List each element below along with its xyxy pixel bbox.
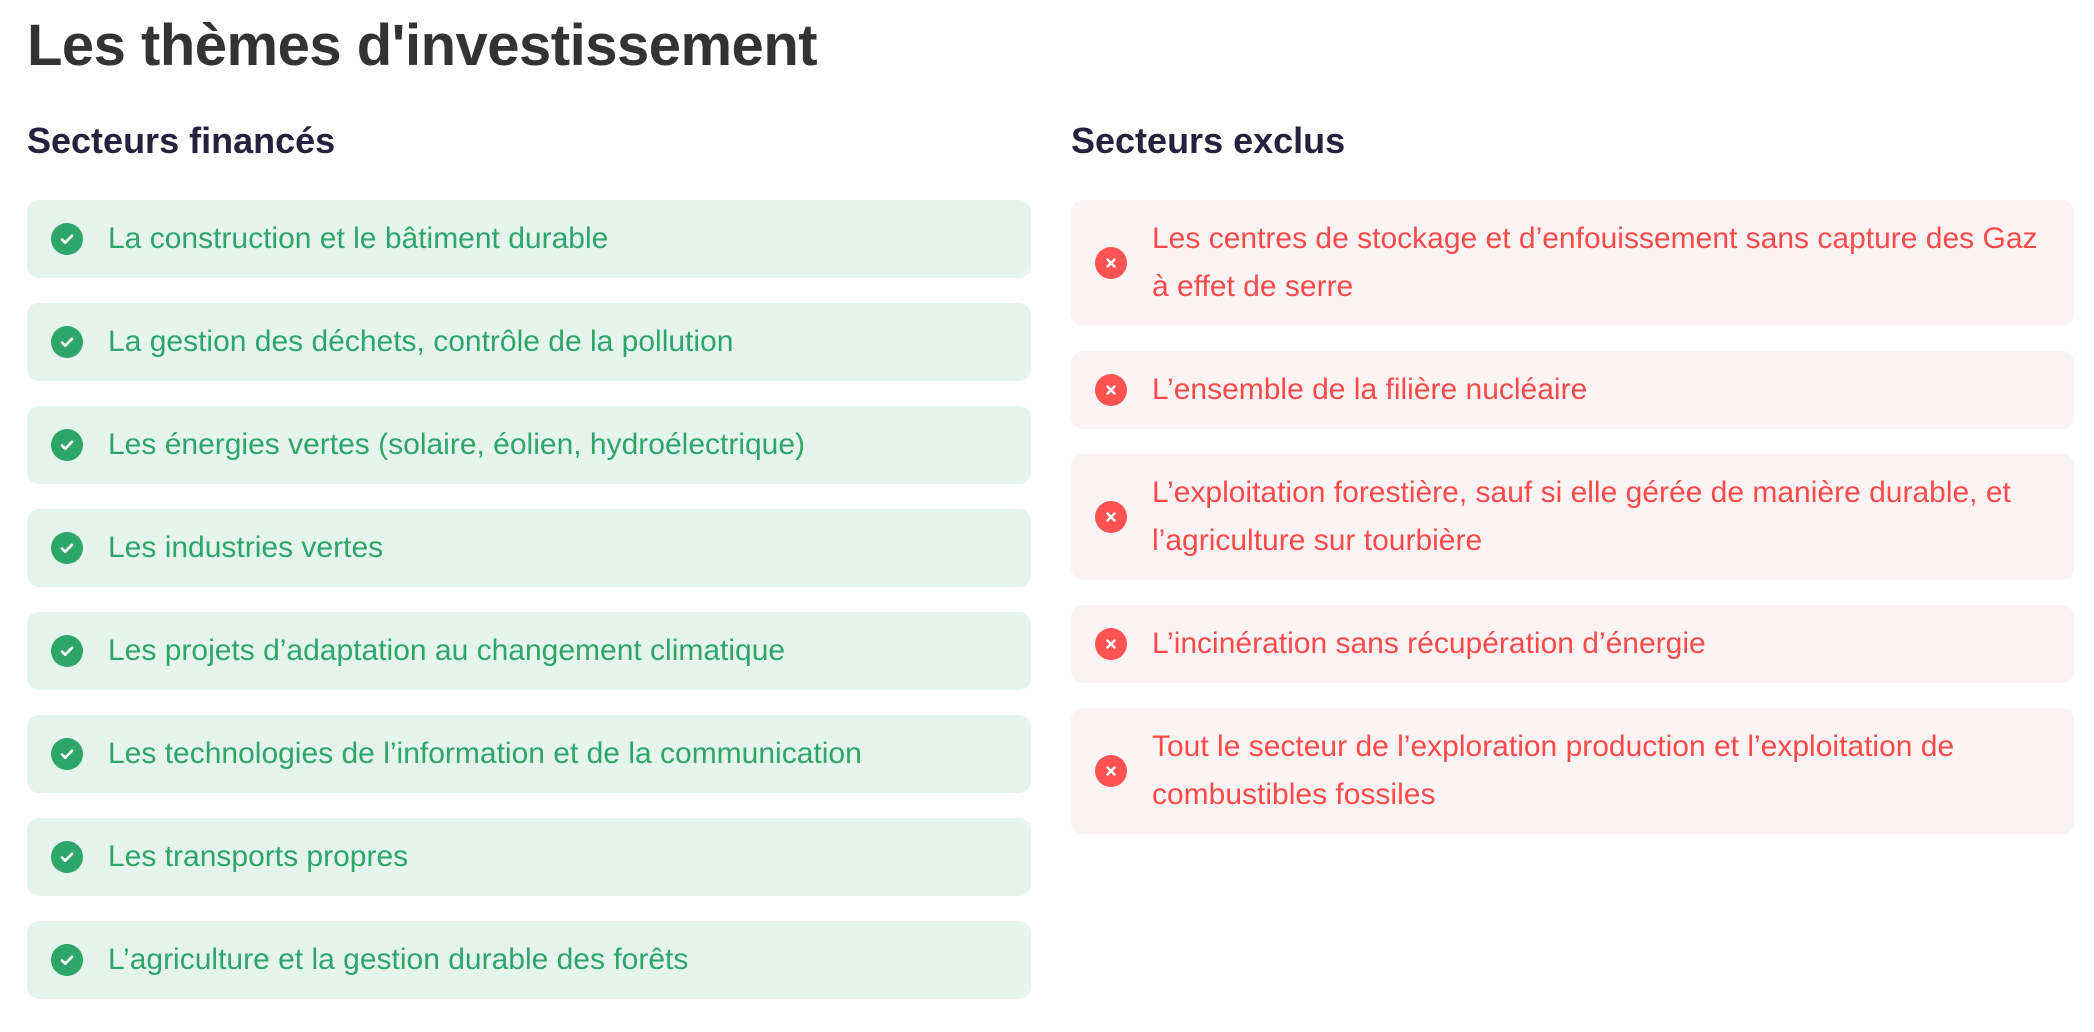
financed-sector-item <box>27 406 1031 484</box>
financed-sectors-list <box>27 200 1031 999</box>
x-circle-icon <box>1095 247 1127 279</box>
check-circle-icon <box>51 944 83 976</box>
excluded-sector-item <box>1071 605 2074 683</box>
page-title: Les thèmes d'investissement <box>27 13 818 78</box>
excluded-sector-item-label: L’ensemble de la filière nucléaire <box>1152 373 1588 406</box>
x-circle-icon <box>1095 628 1127 660</box>
financed-sector-item-label: Les transports propres <box>108 840 409 873</box>
financed-sector-item-label: La gestion des déchets, contrôle de la pollution <box>108 325 734 358</box>
excluded-sectors-column <box>1071 118 2074 859</box>
financed-sectors-column <box>27 118 1031 1024</box>
financed-sector-item <box>27 303 1031 381</box>
excluded-sector-item-label: L’exploitation forestière, sauf si elle gérée de manière durable, et l’agriculture sur tourbière <box>1152 476 2011 557</box>
x-circle-icon <box>1095 755 1127 787</box>
financed-sector-item-label: Les projets d’adaptation au changement climatique <box>108 634 786 667</box>
excluded-sectors-list <box>1071 200 2074 834</box>
excluded-sector-item-label: L’incinération sans récupération d’énergie <box>1152 627 1706 660</box>
financed-sector-item <box>27 612 1031 690</box>
financed-sector-item-label: Les industries vertes <box>108 531 384 564</box>
check-circle-icon <box>51 841 83 873</box>
check-circle-icon <box>51 532 83 564</box>
financed-sector-item <box>27 200 1031 278</box>
excluded-sector-item-label: Les centres de stockage et d’enfouissement sans capture des Gaz à effet de serre <box>1152 222 2038 303</box>
excluded-sector-item <box>1071 200 2074 326</box>
financed-sectors-heading: Secteurs financés <box>27 120 336 161</box>
excluded-sectors-heading: Secteurs exclus <box>1071 120 1346 161</box>
x-circle-icon <box>1095 501 1127 533</box>
financed-sector-item <box>27 715 1031 793</box>
financed-sector-item <box>27 509 1031 587</box>
excluded-sector-item <box>1071 708 2074 834</box>
financed-sector-item-label: Les technologies de l’information et de la communication <box>108 737 862 770</box>
check-circle-icon <box>51 429 83 461</box>
check-circle-icon <box>51 223 83 255</box>
excluded-sector-item-label: Tout le secteur de l’exploration production et l’exploitation de combustibles fossiles <box>1152 730 1955 811</box>
excluded-sector-item <box>1071 351 2074 429</box>
check-circle-icon <box>51 738 83 770</box>
x-circle-icon <box>1095 374 1127 406</box>
financed-sector-item-label: La construction et le bâtiment durable <box>108 222 609 255</box>
check-circle-icon <box>51 635 83 667</box>
check-circle-icon <box>51 326 83 358</box>
financed-sector-item <box>27 818 1031 896</box>
excluded-sector-item <box>1071 454 2074 580</box>
financed-sector-item-label: Les énergies vertes (solaire, éolien, hydroélectrique) <box>108 428 806 461</box>
financed-sector-item <box>27 921 1031 999</box>
financed-sector-item-label: L’agriculture et la gestion durable des forêts <box>108 943 689 976</box>
